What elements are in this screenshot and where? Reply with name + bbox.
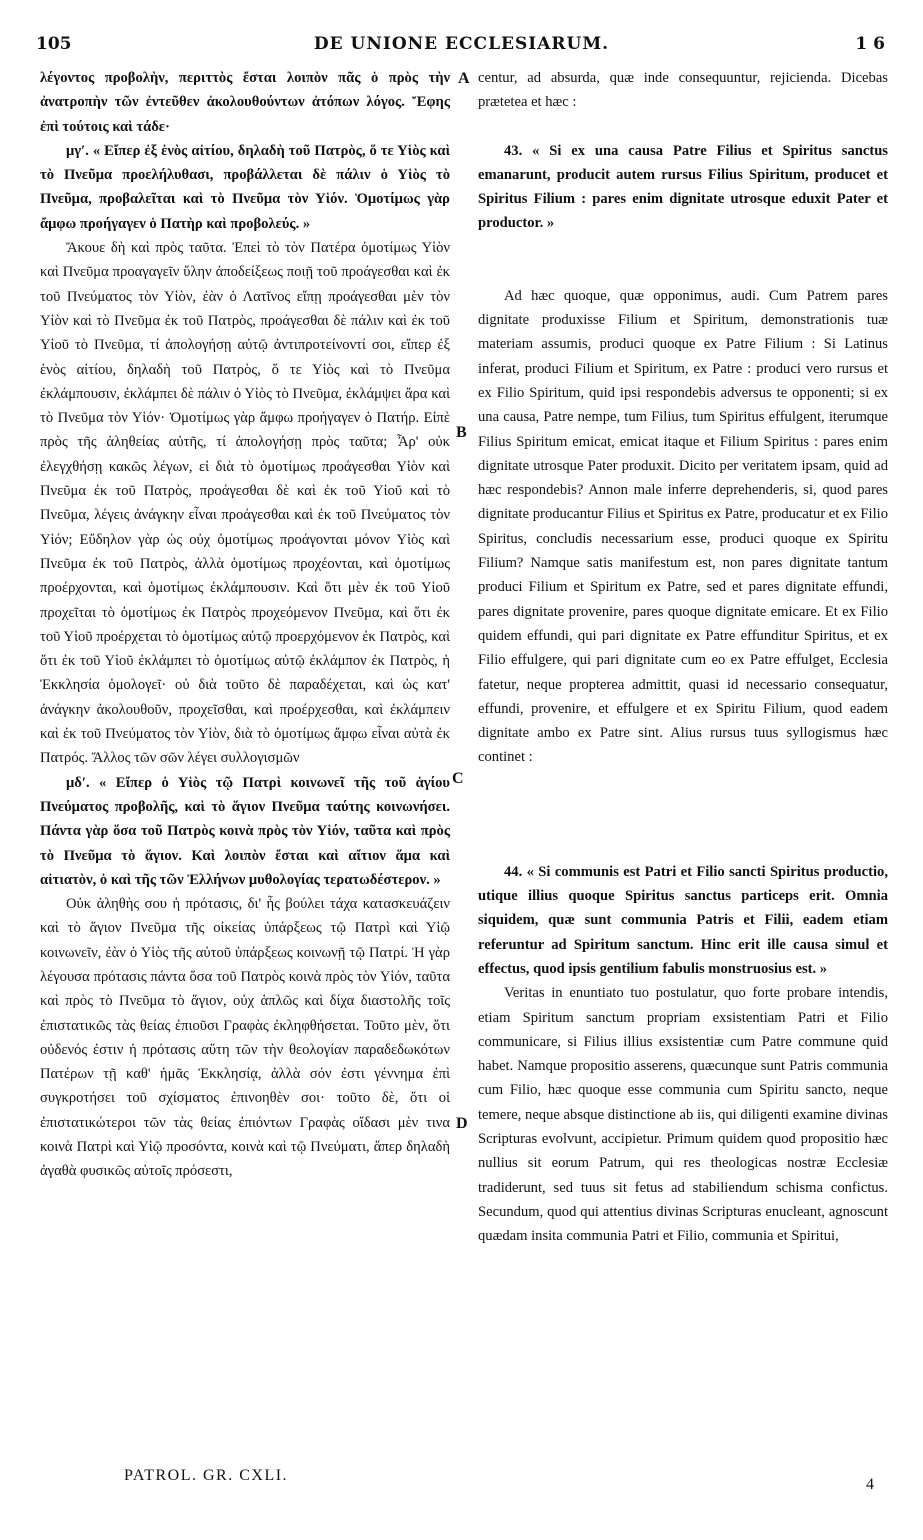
latin-paragraph: Veritas in enuntiato tuo postulatur, quo forte probare intendis, etiam Spiritum sanctum propriam exsistentiam Patri et Filio communicare, si Filius illius exsistentiæ cum Patre commune quid habet. Namque propositio asserens, quæcunque sunt Patris communia cum Filio, hæc quoque esse communia cum Spiritu sancto, neque temere, neque absque distinctione ab iis, qui diligenti examine divinas Scripturas evolvunt, accipietur. Primum quidem quod propositio hæc nullius sit eorum Patrum, qui res theologicas nostræ Ecclesiæ tradiderunt, sed tuus sit fetus ad stabiliendum schisma confictus. Secundum, quod qui attentius divinas Scripturas enucleant, agnoscunt quædam insita communia Patri et Filio, communia et Spiritui, [478,985,888,1245]
greek-paragraph: λέγοντος προβολὴν, περιττὸς ἔσται λοιπὸν πᾶς ὁ πρὸς τὴν ἀνατροπὴν τῶν ἐντεῦθεν ἀκολουθούντων ἀτόπων λόγος. Ἔφης ἐπὶ τούτοις καὶ τάδε· [40,70,450,135]
page-number-right: 1 6 [855,34,885,54]
latin-paragraph: 43. « Si ex una causa Patre Filius et Spiritus sanctus emanarunt, producit autem rursus Filius Spiritum, producet et Spiritus Filium : pares enim dignitate utrosque eduxit Pater et productor. » [478,142,888,232]
section-marker-a: A [458,70,470,87]
section-marker-c: C [452,770,464,787]
page-number-left: 105 [36,34,72,54]
latin-paragraph: centur, ad absurda, quæ inde consequuntur, rejicienda. Dicebas prætetea et hæc : [478,70,888,111]
greek-paragraph: μγʹ. « Εἴπερ ἐξ ἑνὸς αἰτίου, δηλαδὴ τοῦ Πατρὸς, ὅ τε Υἱὸς καὶ τὸ Πνεῦμα προελήλυθασι, προβάλλεται δὲ πάλιν ὁ Υἱὸς τὸ Πνεῦμα, προβαλεῖται καὶ τὸ Πνεῦμα τὸν Υἱόν. Ὁμοτίμως γὰρ ἄμφω προήγαγεν ὁ Πατὴρ καὶ προβολεύς. » [40,142,450,232]
footer-signature: 4 [866,1476,874,1493]
greek-paragraph: μδʹ. « Εἴπερ ὁ Υἱὸς τῷ Πατρὶ κοινωνεῖ τῆς τοῦ ἁγίου Πνεύματος προβολῆς, καὶ τὸ ἅγιον Πνεῦμα ταύτης κοινωνήσει. Πάντα γὰρ ὅσα τοῦ Πατρὸς κοινὰ πρὸς τὸν Υἱόν, ταῦτα καὶ πρὸς τὸ Πνεῦμα τὸ ἅγιον. Καὶ λοιπὸν ἔσται καὶ αἴτιον ἅμα καὶ αἰτιατὸν, ὁ καὶ τῆς τῶν Ἑλλήνων μυθολογίας τερατωδέστερον. » [40,774,450,888]
section-marker-b: B [456,424,467,441]
latin-paragraph: 44. « Si communis est Patri et Filio sancti Spiritus productio, utique illius quoque Spiritus sanctus particeps erit. Omnia siquidem, quæ sunt communia Patris et Filii, eadem etiam referuntur ad Spiritum sanctum. Hinc erit ille causa simul et effectus, quod ipsis gentilium fabulis monstruosius est. » [478,863,888,977]
footer-source: PATROL. GR. CXLI. [124,1467,289,1484]
greek-paragraph: Ἄκουε δὴ καὶ πρὸς ταῦτα. Ἐπεὶ τὸ τὸν Πατέρα ὁμοτίμως Υἱὸν καὶ Πνεῦμα προαγαγεῖν ὕλην ἀποδείξεως ποιῇ τοῦ προάγεσθαι καὶ ἐκ τοῦ Πνεύματος τὸν Υἱὸν, ἐὰν ὁ Λατῖνος εἴπῃ προάγεσθαι μὲν τὸν Υἱὸν καὶ τὸ Πνεῦμα ἐκ τοῦ Πατρὸς, προάγεσθαι δὲ πάλιν καὶ ἐκ τοῦ Υἱοῦ τὸ Πνεῦμα, τί ἀπολογήσῃ αὐτῷ ἀντιπροτείνοντί σοι, εἴπερ ἐξ ἑνὸς αἰτίου, δηλαδὴ τοῦ Πατρὸς, ὅ τε Υἱὸς καὶ τὸ Πνεῦμα ἐκλάμπουσιν, ἐκλάμπει δὲ πάλιν ὁ Υἱὸς τὸ Πνεῦμα, ἐκλάμψει ἄρα καὶ τὸ Πνεῦμα τὸν Υἱόν· Ὁμοτίμως γὰρ ἄμφω προήγαγεν ὁ Πατήρ. Εἰπὲ πρὸς τῆς ἀληθείας αὐτῆς, τί ἀπολογήσῃ πρὸς ταῦτα; Ἆρ' οὐκ ἐλεγχθήσῃ κακῶς λέγων, εἰ διὰ τὸ ὁμοτίμως προάγεσθαι Υἱὸν καὶ Πνεῦμα ἐκ τοῦ Πατρὸς, προάγεσθαι δὲ καὶ ἐκ τοῦ Υἱοῦ καὶ τὸ Πνεῦμα, λέγεις ἀνάγκην εἶναι προάγεσθαι καὶ ἐκ τοῦ Πνεύματος τὸν Υἱόν; Εὔδηλον γὰρ ὡς οὐχ ὁμοτίμως προάγονται μόνον Υἱὸς καὶ Πνεῦμα ἐκ τοῦ Πατρὸς, ἀλλὰ ὁμοτίμως προχέονται, καὶ ὁμοτίμως προέρχονται, καὶ ὁμοτίμως ἐκλάμπουσιν. Καὶ ὅτι μὲν ἐκ τοῦ Υἱοῦ προχεῖται τὸ ὁμοτίμως ἐκ Πατρὸς προχεόμενον Πνεῦμα, καὶ ὅτι ἐκ τοῦ Υἱοῦ προέρχεται τὸ ὁμοτίμως αὐτῷ προερχόμενον ἐκ Πατρὸς, καὶ ὅτι ἐκ τοῦ Υἱοῦ ἐκλάμπει τὸ ὁμοτίμως αὐτῷ ἐκλάμπον ἐκ Πατρὸς, ἡ Ἐκκλησία ὁμολογεῖ· οὐ διὰ τοῦτο δὲ παραδέχεται, καὶ ὡς κατ' ἀνάγκην ἀκολουθοῦν, προχεῖσθαι, καὶ προέρχεσθαι, καὶ ἐκλάμπειν καὶ ἐκ τοῦ Πνεύματος τὸν Υἱὸν, διὰ τὸ ὁμοτίμως ἄμφω εἶναι αὐτὰ ἐκ Πατρός. Ἄλλος τῶν σῶν λέγει συλλογισμῶν [40,240,450,767]
latin-column [478,66,888,1248]
greek-column [40,66,450,1184]
section-marker-d: D [456,1115,468,1132]
running-title: DE UNIONE ECCLESIARUM. [313,34,610,54]
latin-paragraph: Ad hæc quoque, quæ opponimus, audi. Cum Patrem pares dignitate produxisse Filium et Spiritum, demonstrationis tuæ materiam assumis, produci quoque ex Patre Filium : Si Latinus inferat, produci Filium et Spiritum, ex Patre : produci vero rursus et ex Filio Spiritum, quid ipsi respondebis adversus te opponenti; si ex una causa, Patre nempe, tum Filius, tum Spiritus effulgent, iterumque Filius Spiritum emicat, emicat itaque et Filium Spiritus : pares enim dignitate utrosque Pater produxit. Dicito per veritatem ipsam, quid ad hæc respondebis? Annon male inferre deprehenderis, si, quod pares dignitate producantur Filius et Spiritus ex Patre, producatur et ex Filio Spiritus, concludis necessarium esse, produci quoque ex Spiritu Filium? Namque satis manifestum est, non pares dignitate tantum produci Filium et Spiritum ex Patre, sed et pares dignitate effundi, pares dignitate provenire, pares quoque dignitate emicare. Et ex Filio quidem effundi, qui pari dignitate ex Patre effunditur Spiritus, et ex Filio effulgere, qui pari dignitate cum eo ex Patre effulget, Ecclesia fatetur, neque propterea admittit, quasi id necessario consequatur, effundi, provenire, et effulgere et ex Spiritu Filium, quod eadem dignitate ambo ex Patre sint. Alius rursus tuus syllogismus hæc continet : [478,287,888,766]
greek-paragraph: Οὐκ ἀληθὴς σου ἡ πρότασις, δι' ἧς βούλει τάχα κατασκευάζειν καὶ τὸ ἅγιον Πνεῦμα τῆς οἰκείας ὑπάρξεως τῷ Πατρὶ καὶ Υἱῷ κοινωνεῖν, ἐὰν ὁ Υἱὸς τῆς αὐτοῦ ὑπάρξεως κοινωνῇ τῷ Πατρί. Ἡ γὰρ λέγουσα πρότασις πάντα ὅσα τοῦ Πατρὸς κοινὰ πρὸς τὸν Υἱόν, ταῦτα καὶ πρὸς τὸ Πνεῦμα τὸ ἅγιον, οὐχ ἁπλῶς καὶ δίχα διαστολῆς τοῖς ἐπιστατικῶς τὰς θείας ἐπιοῦσι Γραφὰς ἐκληφθήσεται. Τοῦτο μὲν, ὅτι οὐδενός ἐστιν ἡ πρότασις αὕτη τῶν τὴν θεολογίαν παραδεδωκότων Πατέρων τῇ καθ' ἡμᾶς Ἐκκλησίᾳ, ἀλλὰ σόν ἐστι γέννημα ἐπὶ συγκροτήσει τοῦ σχίσματος ἐπινοηθὲν σοι· τοῦτο δὲ, ὅτι οἱ ἐπιστατικώτεροι τῶν τὰς θείας ἐπιόντων Γραφὰς οἴδασι μὲν τινα κοινὰ Πατρὶ καὶ Υἱῷ προσόντα, κοινὰ καὶ τῷ Πνεύματι, ἅπερ δηλαδὴ ἀγαθὰ φυσικῶς αὐτοῖς πρόσεστι, [40,896,450,1180]
